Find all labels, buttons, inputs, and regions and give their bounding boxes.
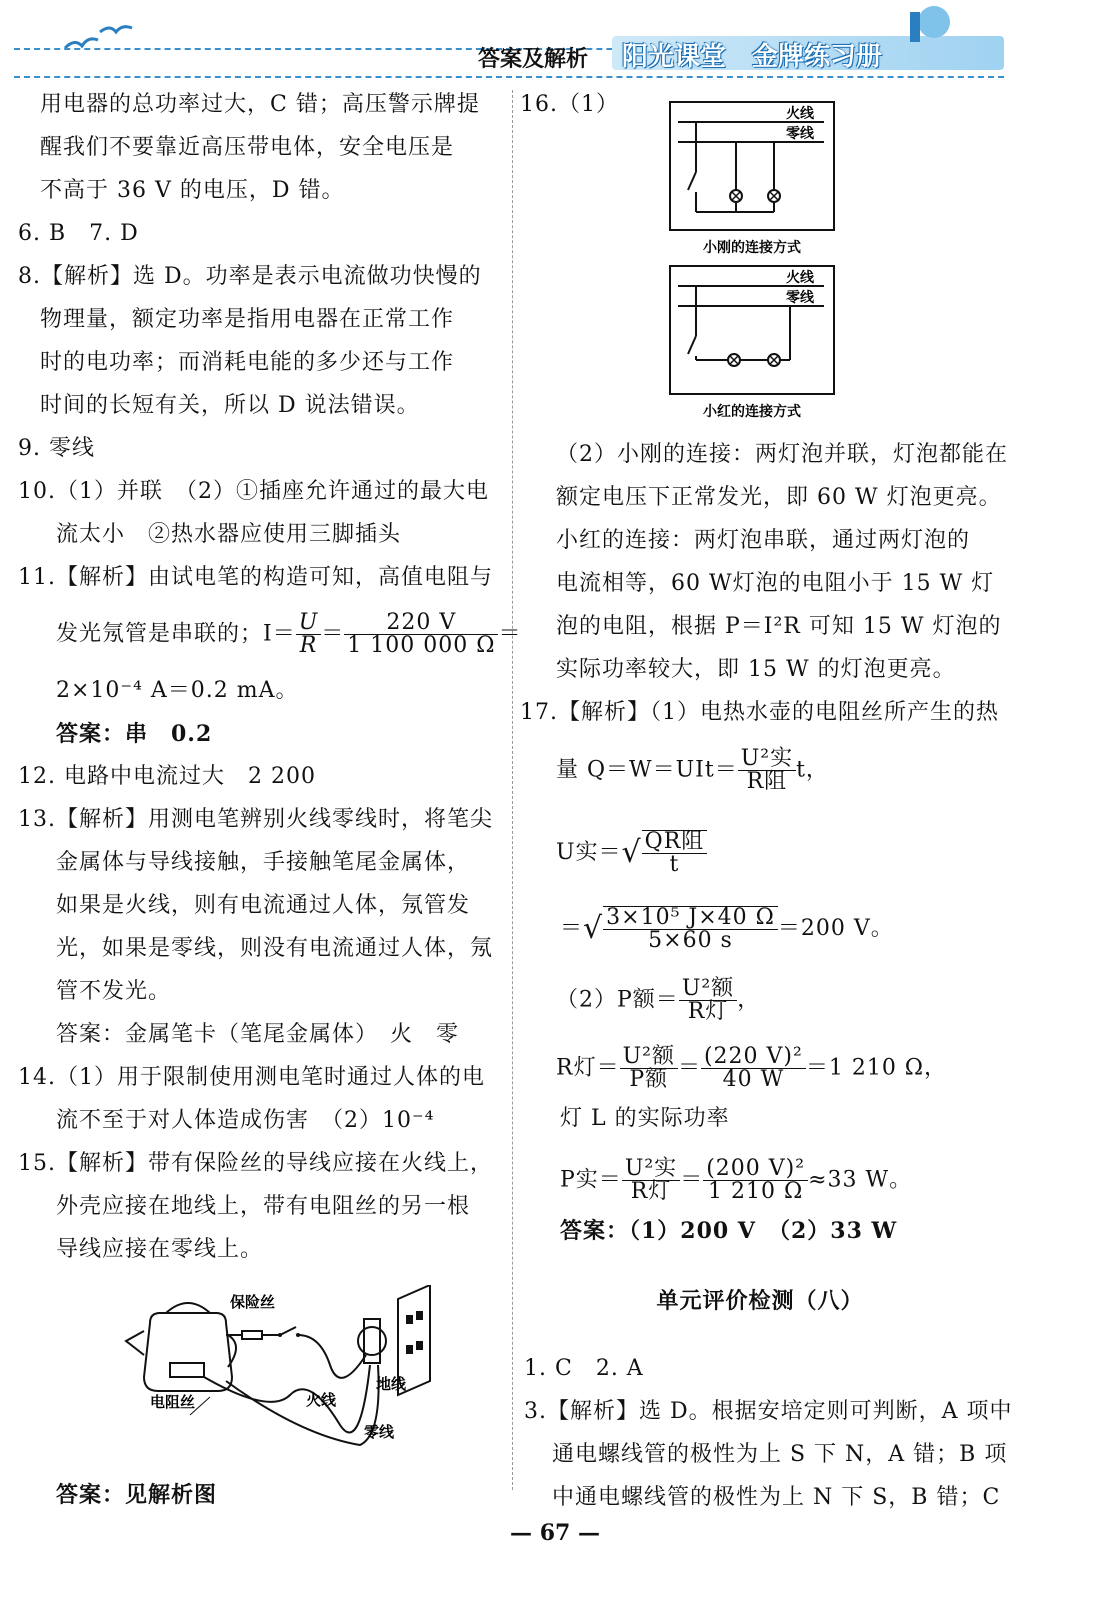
text-line: 小红的连接：两灯泡串联，通过两灯泡的 bbox=[556, 528, 971, 553]
text-line: 13.【解析】用测电笔辨别火线零线时，将笔尖 bbox=[18, 807, 493, 832]
fraction: $\frac{U}{R}$ bbox=[296, 612, 322, 657]
svg-text:零线: 零线 bbox=[364, 1423, 395, 1441]
formula-line: （2）P额＝ $\frac{\text{U²额}}{\text{R灯}}$ ， bbox=[556, 976, 761, 1024]
fraction: $\frac{\text{(200 V)²}}{1 210 \Omega}$ bbox=[703, 1158, 808, 1203]
fraction: $\frac{\text{U²额}}{\text{R灯}}$ bbox=[679, 978, 737, 1023]
answer-line: 答案：金属笔卡（笔尾金属体） 火 零 bbox=[56, 1022, 460, 1047]
text-line: 管不发光。 bbox=[56, 979, 172, 1004]
text-line: 流太小 ②热水器应使用三脚插头 bbox=[56, 522, 402, 547]
text-line: 不高于 36 V 的电压，D 错。 bbox=[40, 178, 345, 203]
text-line: 17.【解析】（1）电热水壶的电阻丝所产生的热 bbox=[520, 700, 999, 725]
text-line: 额定电压下正常发光，即 60 W 灯泡更亮。 bbox=[556, 485, 1002, 510]
answer-line: 答案：（1）200 V （2）33 W bbox=[560, 1218, 898, 1244]
text-line: 流不至于对人体造成伤害 （2）10⁻⁴ bbox=[56, 1108, 435, 1133]
answer-line: 答案：见解析图 bbox=[56, 1482, 218, 1508]
text-line: 3.【解析】选 D。根据安培定则可判断，A 项中 bbox=[524, 1399, 1013, 1424]
header-brand-2: 金牌练习册 bbox=[752, 42, 883, 72]
plug bbox=[358, 1327, 386, 1355]
text-line: 9. 零线 bbox=[18, 436, 95, 461]
text-line: （2）小刚的连接：两灯泡并联，灯泡都能在 bbox=[556, 442, 1008, 467]
parallel-circuit-diagram bbox=[668, 100, 838, 260]
text-line: 14.（1）用于限制使用测电笔时通过人体的电 bbox=[18, 1065, 485, 1090]
formula-line: ＝√ $\frac{\text{3×10⁵ J×40 Ω}}{5\times 60 s}$ ＝200 V。 bbox=[560, 905, 894, 953]
kettle-body bbox=[144, 1313, 232, 1391]
text-line: 1. C 2. A bbox=[524, 1356, 644, 1381]
svg-text:小刚的连接方式: 小刚的连接方式 bbox=[703, 240, 801, 256]
header-section: 答案及解析 bbox=[478, 47, 589, 72]
text-line: 光，如果是零线，则没有电流通过人体，氖 bbox=[56, 936, 494, 961]
text-line: 2×10⁻⁴ A＝0.2 mA。 bbox=[56, 678, 299, 703]
series-circuit-diagram bbox=[668, 264, 838, 424]
text-line: 外壳应接在地线上，带有电阻丝的另一根 bbox=[56, 1194, 471, 1219]
text-line: 中通电螺线管的极性为上 N 下 S，B 错；C bbox=[552, 1485, 1001, 1510]
formula-line: 发光氖管是串联的；I＝ $\frac{U}{R}$ ＝ $\frac{220 V}{1 100 000 \Omega}$ ＝ bbox=[56, 610, 522, 658]
header-brand: 阳光课堂 bbox=[622, 42, 727, 72]
resistor-element bbox=[170, 1363, 204, 1377]
svg-text:火线: 火线 bbox=[306, 1391, 337, 1409]
formula-line: R灯＝ $\frac{\text{U²额}}{\text{P额}}$ ＝ $\frac{\text{(220 V)²}}{40 W}$ ＝1 210 Ω， bbox=[556, 1044, 948, 1092]
page-number: — 67 — bbox=[510, 1520, 600, 1546]
text-line: 8.【解析】选 D。功率是表示电流做功快慢的 bbox=[18, 264, 482, 289]
fraction: $\frac{\text{QR阻}}{t}$ bbox=[642, 830, 708, 876]
fuse-element bbox=[242, 1331, 262, 1339]
text-line: 时的电功率；而消耗电能的多少还与工作 bbox=[40, 350, 455, 375]
svg-text:电阻丝: 电阻丝 bbox=[150, 1393, 196, 1411]
text-line: 导线应接在零线上。 bbox=[56, 1237, 264, 1262]
answer-line: 答案：串 0.2 bbox=[56, 721, 213, 747]
svg-text:地线: 地线 bbox=[376, 1375, 407, 1393]
page-header bbox=[0, 0, 1110, 80]
text-line: 6. B 7. D bbox=[18, 221, 139, 246]
column-divider bbox=[512, 90, 513, 1490]
text-line: 10.（1）并联 （2）①插座允许通过的最大电 bbox=[18, 479, 489, 504]
svg-text:小红的连接方式: 小红的连接方式 bbox=[703, 404, 801, 420]
svg-text:火线: 火线 bbox=[786, 270, 814, 286]
text-line: 实际功率较大，即 15 W 的灯泡更亮。 bbox=[556, 657, 956, 682]
svg-text:零线: 零线 bbox=[786, 290, 814, 306]
text-line: 16.（1） bbox=[520, 92, 619, 117]
text-line: 11.【解析】由试电笔的构造可知，高值电阻与 bbox=[18, 565, 493, 590]
text-line: 物理量，额定功率是指用电器在正常工作 bbox=[40, 307, 455, 332]
formula-line: U实＝√ $\frac{\text{QR阻}}{t}$ bbox=[556, 830, 707, 876]
svg-text:火线: 火线 bbox=[786, 106, 814, 122]
text-line: 如果是火线，则有电流通过人体，氖管发 bbox=[56, 893, 471, 918]
text-line: 电流相等，60 W灯泡的电阻小于 15 W 灯 bbox=[556, 571, 995, 596]
formula-line: 量 Q＝W＝UIt＝ $\frac{\text{U²实}}{\text{R阻}}$ t， bbox=[556, 746, 829, 794]
fraction: $\frac{220 V}{1 100 000 \Omega}$ bbox=[344, 612, 498, 657]
text-line: 15.【解析】带有保险丝的导线应接在火线上， bbox=[18, 1151, 493, 1176]
fraction: $\frac{\text{3×10⁵ J×40 Ω}}{5\times 60 s}$ bbox=[603, 906, 778, 952]
text-line: 金属体与导线接触，手接触笔尾金属体， bbox=[56, 850, 471, 875]
section-title: 单元评价检测（八） bbox=[656, 1288, 864, 1314]
fraction: $\frac{\text{U²实}}{\text{R阻}}$ bbox=[738, 748, 796, 793]
text-line: 灯 L 的实际功率 bbox=[560, 1106, 730, 1131]
formula-text: 发光氖管是串联的；I＝ bbox=[56, 621, 296, 647]
text-line: 时间的长短有关，所以 D 说法错误。 bbox=[40, 393, 420, 418]
text-line: 泡的电阻，根据 P＝I²R 可知 15 W 灯泡的 bbox=[556, 614, 1002, 639]
text-line: 12. 电路中电流过大 2 200 bbox=[18, 764, 316, 789]
fraction: $\frac{\text{U²实}}{\text{R灯}}$ bbox=[622, 1158, 680, 1203]
formula-line: P实＝ $\frac{\text{U²实}}{\text{R灯}}$ ＝ $\frac{\text{(200 V)²}}{1 210 \Omega}$ ≈33 W。 bbox=[560, 1156, 913, 1204]
text-line: 通电螺线管的极性为上 S 下 N，A 错；B 项 bbox=[552, 1442, 1008, 1467]
svg-text:保险丝: 保险丝 bbox=[230, 1293, 276, 1311]
text-line: 醒我们不要靠近高压带电体，安全电压是 bbox=[40, 135, 455, 160]
fraction: $\frac{\text{(220 V)²}}{40 W}$ bbox=[701, 1046, 806, 1091]
fraction: $\frac{\text{U²额}}{\text{P额}}$ bbox=[620, 1046, 678, 1091]
kettle-wiring-diagram bbox=[120, 1285, 450, 1465]
svg-text:零线: 零线 bbox=[786, 126, 814, 142]
lighthouse-icon bbox=[890, 4, 960, 44]
text-line: 用电器的总功率过大，C 错；高压警示牌提 bbox=[40, 92, 480, 117]
